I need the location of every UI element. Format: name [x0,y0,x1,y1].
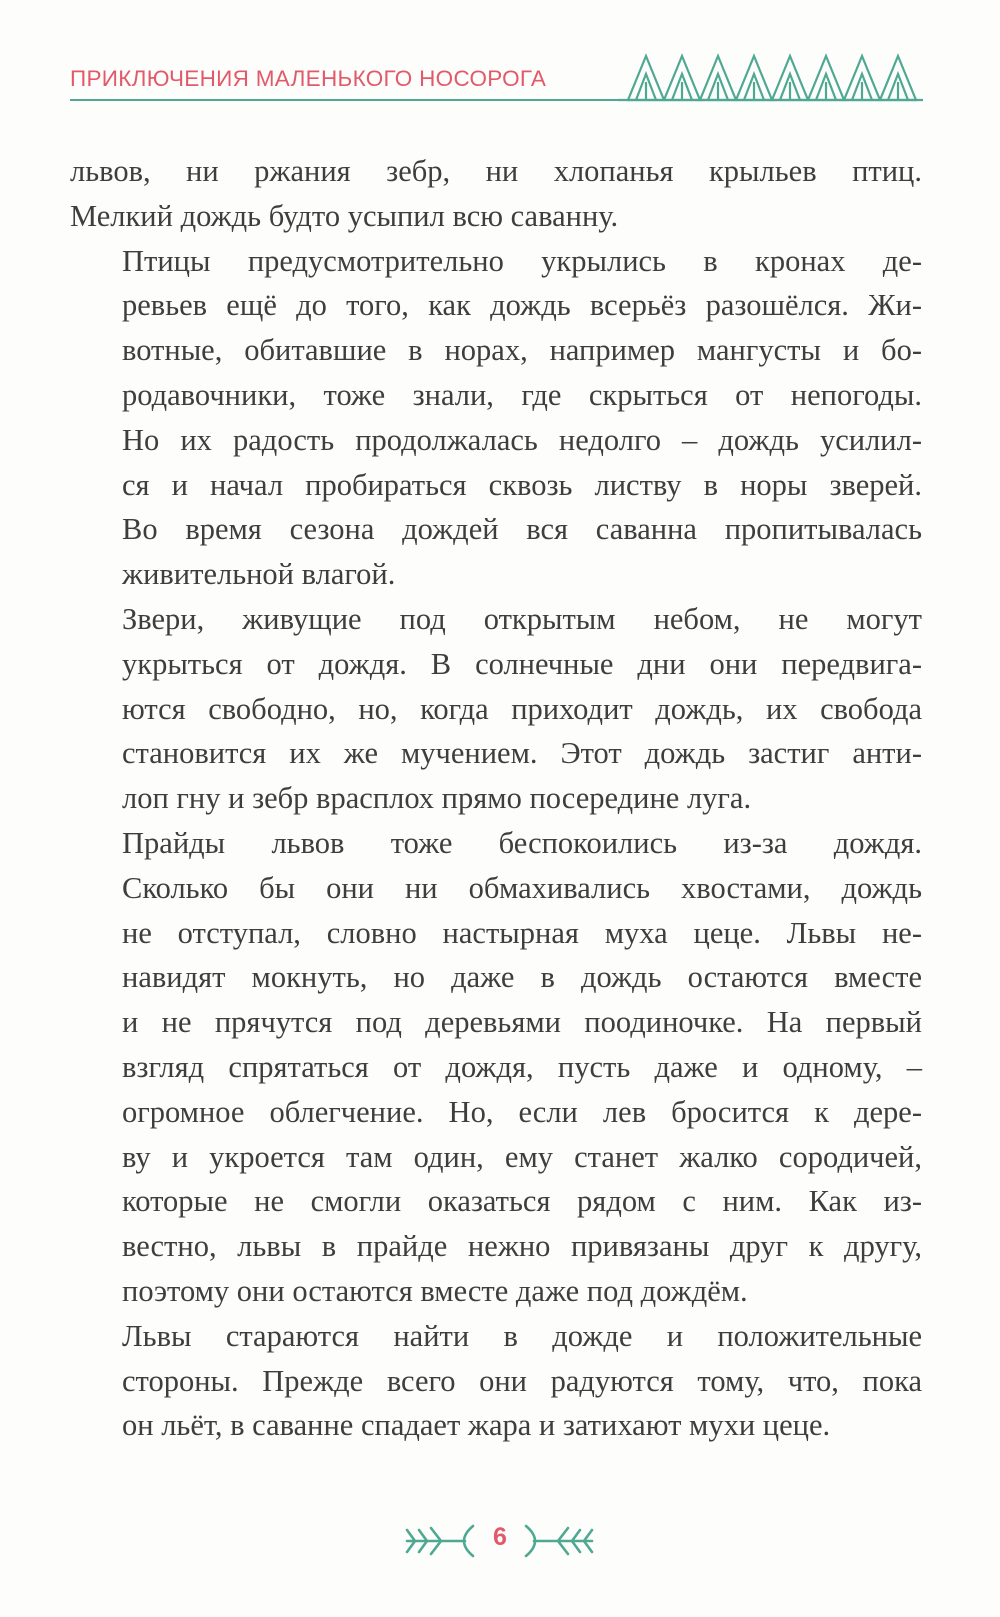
page-footer [0,1517,1000,1567]
text-line: Во время сезона дождей вся саванна пропитывалась [122,512,922,547]
text-line: родавочники, тоже знали, где скрыться от непогоды. [122,377,922,412]
page-number: 6 [493,1523,507,1551]
paragraph [70,597,922,821]
text-line: взгляд спрятаться от дождя, пусть даже и одному, – [122,1049,922,1084]
text-line: ются свободно, но, когда приходит дождь, их свобода [122,691,922,726]
running-header [70,52,920,112]
page-body-text [70,149,922,1448]
book-title: ПРИКЛЮЧЕНИЯ МАЛЕНЬКОГО НОСОРОГА [70,66,547,91]
text-line: Но их радость продолжалась недолго – дождь усилил- [122,422,922,457]
text-line: вотные, обитавшие в норах, например мангусты и бо- [122,333,922,368]
paragraph [70,239,922,597]
text-line: огромное облегчение. Но, если лев бросится к дере- [122,1094,922,1129]
header-divider [70,99,630,101]
text-line: и не прячутся под деревьями поодиночке. На первый [122,1005,922,1040]
text-line: навидят мокнуть, но даже в дождь остаются вместе [122,960,922,995]
text-line: живительной влагой. [122,557,396,592]
text-line: Сколько бы они ни обмахивались хвостами, дождь [122,870,922,905]
text-line: львов, ни ржания зебр, ни хлопанья крыльев птиц. [70,154,922,188]
text-line: Львы стараются найти в дожде и положительные [122,1318,922,1353]
text-line: лоп гну и зебр врасплох прямо посередине луга. [122,781,752,816]
text-line: ся и начал пробираться сквозь листву в норы зверей. [122,467,922,502]
text-line: ву и укроется там один, ему станет жалко сородичей, [122,1139,922,1174]
text-line: становится их же мучением. Этот дождь застиг анти- [122,736,922,771]
text-line: укрыться от дождя. В солнечные дни они передвига- [122,646,922,681]
text-line: ревьев ещё до того, как дождь всерьёз разошёлся. Жи- [122,288,922,323]
text-line: поэтому они остаются вместе даже под дождём. [122,1273,748,1308]
text-line: Звери, живущие под открытым небом, не могут [122,601,922,636]
right-arrow-ornament-icon [522,1520,594,1562]
text-line: не отступал, словно настырная муха цеце. Львы не- [122,915,922,950]
text-line: Птицы предусмотрительно укрылись в кронах де- [122,243,922,278]
text-line: Прайды львов тоже беспокоились из-за дождя. [122,825,922,860]
text-line: стороны. Прежде всего они радуются тому, что, пока [122,1363,922,1398]
text-line: вестно, львы в прайде нежно привязаны друг к другу, [122,1229,922,1264]
paragraph [70,821,922,1314]
triangle-ornament-icon [618,52,923,104]
paragraph [70,1314,922,1448]
text-line: он льёт, в саванне спадает жара и затихают мухи цеце. [122,1408,831,1443]
paragraph [70,149,922,239]
text-line: Мелкий дождь будто усыпил всю саванну. [70,198,619,233]
text-line: которые не смогли оказаться рядом с ним. Как из- [122,1184,922,1219]
left-arrow-ornament-icon [405,1520,477,1562]
